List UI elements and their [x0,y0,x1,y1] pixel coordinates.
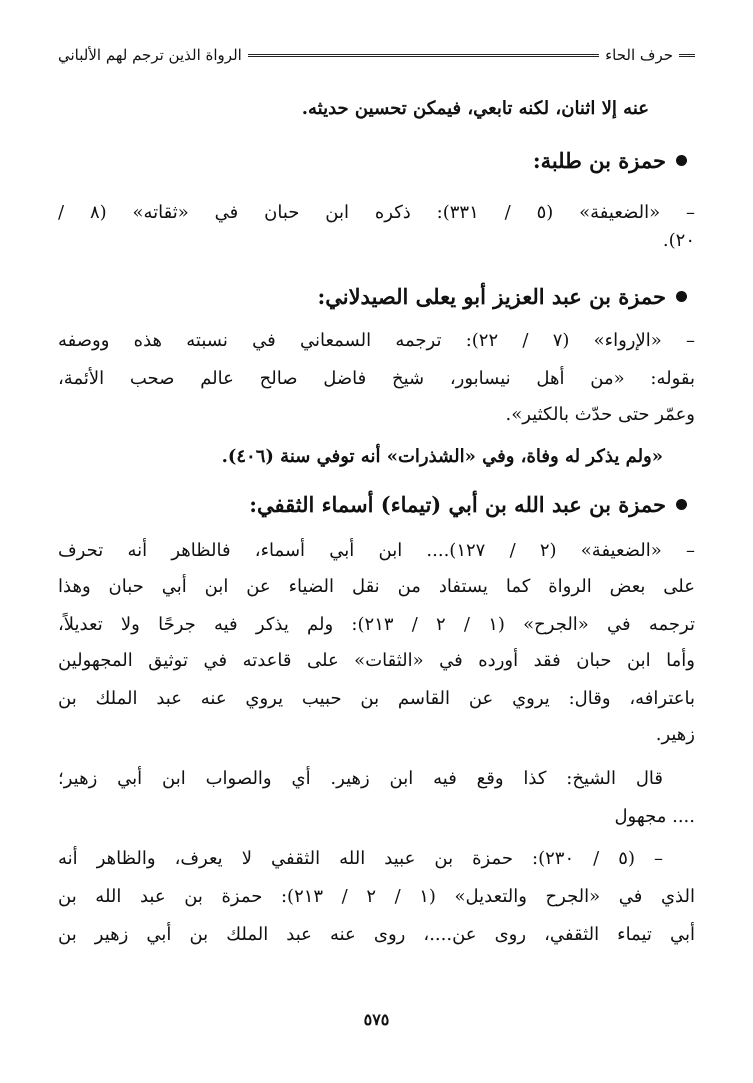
text-line: قال الشيخ: كذا وقع فيه ابن زهير. أي والصواب ابن أبي زهير؛ [58,768,663,789]
text-line: – «الضعيفة» (٢ / ١٢٧).... ابن أبي أسماء، فالظاهر أنه تحرف [58,540,696,561]
text-line: «ولم يذكر له وفاة، وفي «الشذرات» أنه توفي سنة (٤٠٦). [221,446,663,467]
running-header [58,40,695,70]
bullet-icon [676,155,687,166]
text-line: على بعض الرواة كما يستفاد من نقل الضياء عن ابن أبي حبان وهذا [58,576,695,597]
entry-heading-text: حمزة بن عبد العزيز أبو يعلى الصيدلاني: [317,284,666,309]
text-line: وأما ابن حبان فقد أورده في «الثقات» على قاعدته في توثيق المجهولين [58,650,695,671]
text-line: عنه إلا اثنان، لكنه تابعي، فيمكن تحسين حديثه. [301,98,649,119]
header-chapter: حرف الحاء [605,46,673,64]
text-line: باعترافه، وقال: يروي عن القاسم بن حبيب يروي عنه عبد الملك بن [58,688,695,709]
text-line: ٢٠). [662,230,695,251]
entry-heading [317,284,687,309]
entry-heading [249,492,687,517]
header-rule [248,54,599,57]
bullet-icon [676,291,687,302]
entry-heading [533,148,687,173]
page-number: ٥٧٥ [363,1010,390,1029]
header-book-title: الرواة الذين ترجم لهم الألباني [58,46,242,64]
text-line: أبي تيماء الثقفي، روى عن....، روى عنه عبد الملك بن أبي زهير بن [58,924,695,945]
text-line: – «الضعيفة» (٥ / ٣٣١): ذكره ابن حبان في «ثقاته» (٨ / [58,202,695,223]
text-line: – «الإرواء» (٧ / ٢٢): ترجمه السمعاني في نسبته هذه ووصفه [58,330,696,351]
entry-heading-text: حمزة بن عبد الله بن أبي (تيماء) أسماء الثقفي: [249,492,666,517]
text-line: وعمّر حتى حدّث بالكثير». [505,404,695,425]
header-rule-lead [679,54,695,57]
text-line: الذي في «الجرح والتعديل» (١ / ٢ / ٢١٣): حمزة بن عبد الله بن [58,886,695,907]
bullet-icon [676,499,687,510]
text-line: بقوله: «من أهل نيسابور، شيخ فاضل صالح عالم صحب الأئمة، [58,368,695,389]
text-line: زهير. [655,724,695,745]
text-line: – (٥ / ٢٣٠): حمزة بن عبيد الله الثقفي لا يعرف، والظاهر أنه [58,848,663,869]
entry-heading-text: حمزة بن طلبة: [532,148,666,173]
text-line: ترجمه في «الجرح» (١ / ٢ / ٢١٣): ولم يذكر فيه جرحًا ولا تعديلاً، [58,614,695,635]
text-line: .... مجهول [614,806,695,827]
